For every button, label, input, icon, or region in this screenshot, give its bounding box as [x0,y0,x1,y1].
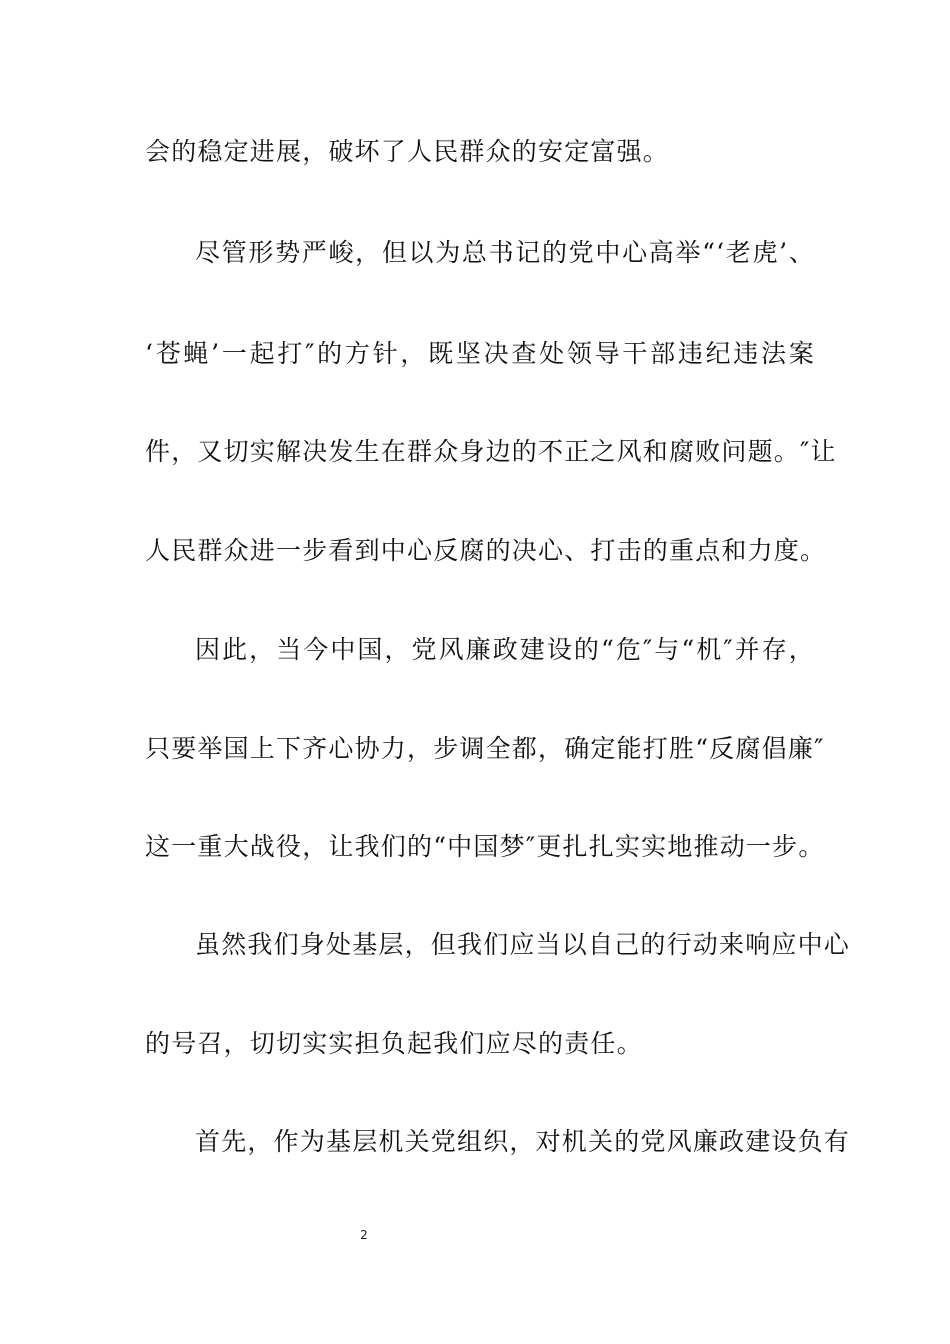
text-line-4: 件，又切实解决发生在群众身边的不正之风和腐败问题。″让 [145,437,837,466]
text-line-9: 虽然我们身处基层，但我们应当以自己的行动来响应中心 [195,930,851,959]
page-number: 2 [360,1228,368,1242]
text-line-8: 这一重大战役，让我们的“中国梦″更扎扎实实地推动一步。 [145,832,825,861]
text-line-3: ‘苍蝇’一起打″的方针，既坚决查处领导干部违纪违法案 [145,339,815,368]
text-line-1: 会的稳定进展，破坏了人民群众的安定富强。 [145,137,670,166]
text-line-2: 尽管形势严峻，但以为总书记的党中心高举“‘老虎’、 [195,238,815,267]
text-line-7: 只要举国上下齐心协力，步调全都，确定能打胜“反腐倡廉″ [145,734,825,763]
text-line-11: 首先，作为基层机关党组织，对机关的党风廉政建设负有 [195,1127,851,1156]
text-line-5: 人民群众进一步看到中心反腐的决心、打击的重点和力度。 [145,536,827,565]
text-line-6: 因此，当今中国，党风廉政建设的“危″与“机″并存， [195,635,815,664]
text-line-10: 的号召，切切实实担负起我们应尽的责任。 [145,1029,643,1058]
